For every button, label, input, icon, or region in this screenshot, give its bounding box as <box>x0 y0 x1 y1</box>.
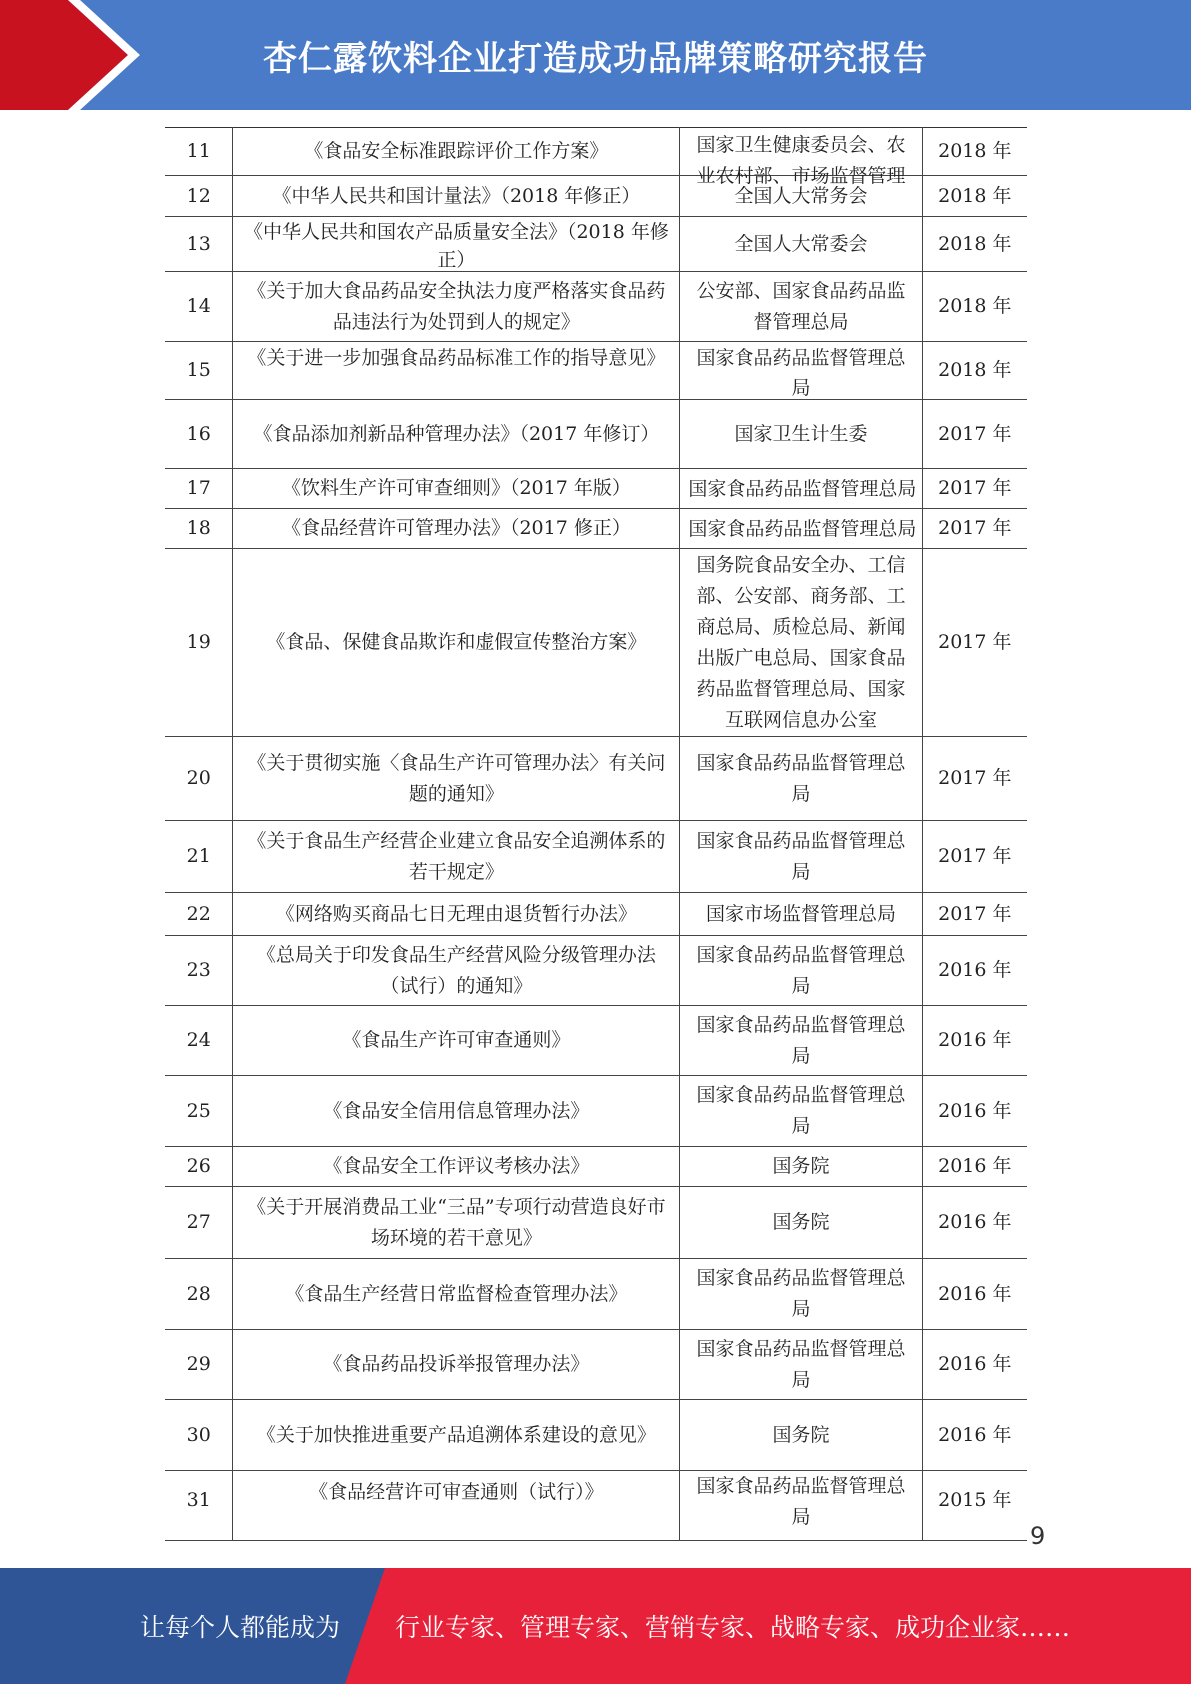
table-row <box>165 217 1027 272</box>
regulation-name: 《关于贯彻实施〈食品生产许可管理办法〉有关问题的通知》 <box>233 737 680 821</box>
regulation-name-text: 《中华人民共和国农产品质量安全法》（2018 年修正） <box>243 221 669 271</box>
table-row <box>165 1006 1027 1076</box>
table-row <box>165 272 1027 342</box>
regulation-name: 《食品安全信用信息管理办法》 <box>233 1076 680 1147</box>
issuing-authority <box>680 469 922 509</box>
table-row <box>165 1330 1027 1400</box>
issuing-authority: 国家食品药品监督管理总局 <box>680 737 922 821</box>
table-row <box>165 1187 1027 1259</box>
year: 2018 年 <box>922 128 1027 176</box>
issuing-authority: 国家卫生计生委 <box>680 400 922 469</box>
table-row <box>165 1400 1027 1471</box>
issuing-authority: 国务院 <box>680 1187 922 1259</box>
regulation-name: 《关于开展消费品工业“三品”专项行动营造良好市场环境的若干意见》 <box>233 1187 680 1259</box>
table-row <box>165 821 1027 893</box>
row-number: 11 <box>165 128 233 176</box>
year: 2016 年 <box>922 936 1027 1006</box>
regulation-name: 《总局关于印发食品生产经营风险分级管理办法（试行）的通知》 <box>233 936 680 1006</box>
issuing-authority <box>680 128 922 187</box>
regulation-name: 《关于加快推进重要产品追溯体系建设的意见》 <box>233 1400 680 1471</box>
regulation-name: 《食品经营许可管理办法》（2017 修正） <box>233 509 680 549</box>
year: 2018 年 <box>922 176 1027 217</box>
row-number: 27 <box>165 1187 233 1259</box>
regulation-name: 《关于食品生产经营企业建立食品安全追溯体系的若干规定》 <box>233 821 680 893</box>
regulation-name <box>233 342 680 400</box>
table-row <box>165 128 1027 176</box>
year: 2016 年 <box>922 1147 1027 1187</box>
year: 2017 年 <box>922 509 1027 549</box>
issuer-text: 国家卫生健康委员会、农业农村部、市场监督管理 <box>696 133 906 187</box>
issuing-authority: 国家食品药品监督管理总局 <box>680 1330 922 1400</box>
year: 2015 年 <box>922 1471 1027 1541</box>
row-number: 20 <box>165 737 233 821</box>
row-number: 13 <box>165 217 233 272</box>
issuing-authority: 国家食品药品监督管理总局 <box>680 936 922 1006</box>
row-number: 24 <box>165 1006 233 1076</box>
table-row <box>165 400 1027 469</box>
row-number: 17 <box>165 469 233 509</box>
regulation-name <box>233 217 680 272</box>
regulations-table-wrapper <box>165 127 1027 1528</box>
year: 2016 年 <box>922 1330 1027 1400</box>
regulation-name: 《食品生产经营日常监督检查管理办法》 <box>233 1259 680 1330</box>
table-row <box>165 936 1027 1006</box>
footer-slogan-roles: 行业专家、管理专家、营销专家、战略专家、成功企业家…… <box>395 1613 1071 1642</box>
regulation-name: 《饮料生产许可审查细则》（2017 年版） <box>233 469 680 509</box>
table-row <box>165 1471 1027 1541</box>
year: 2017 年 <box>922 737 1027 821</box>
regulation-name: 《食品安全工作评议考核办法》 <box>233 1147 680 1187</box>
issuing-authority: 国务院 <box>680 1147 922 1187</box>
header-arrow-decoration <box>0 0 150 110</box>
issuer-text: 国家食品药品监督管理总局 <box>696 346 906 399</box>
issuer-text: 国家食品药品监督管理总局 <box>688 517 917 540</box>
row-number: 25 <box>165 1076 233 1147</box>
issuing-authority: 全国人大常务会 <box>680 176 922 217</box>
row-number: 29 <box>165 1330 233 1400</box>
row-number: 18 <box>165 509 233 549</box>
regulation-name: 《食品、保健食品欺诈和虚假宣传整治方案》 <box>233 549 680 737</box>
table-row <box>165 1259 1027 1330</box>
year: 2017 年 <box>922 821 1027 893</box>
regulation-name: 《食品经营许可审查通则（试行）》 <box>233 1471 680 1541</box>
issuing-authority: 国家市场监督管理总局 <box>680 893 922 936</box>
row-number: 30 <box>165 1400 233 1471</box>
row-number: 16 <box>165 400 233 469</box>
regulation-name: 《中华人民共和国计量法》（2018 年修正） <box>233 176 680 217</box>
year: 2016 年 <box>922 1006 1027 1076</box>
issuing-authority: 全国人大常委会 <box>680 217 922 272</box>
table-row <box>165 1147 1027 1187</box>
page-footer <box>0 1568 1191 1684</box>
issuing-authority: 国家食品药品监督管理总局 <box>680 821 922 893</box>
year: 2017 年 <box>922 400 1027 469</box>
year: 2017 年 <box>922 469 1027 509</box>
footer-slogan-lead: 让每个人都能成为 <box>140 1613 341 1642</box>
row-number: 21 <box>165 821 233 893</box>
regulation-name: 《网络购买商品七日无理由退货暂行办法》 <box>233 893 680 936</box>
year: 2017 年 <box>922 893 1027 936</box>
issuing-authority: 国家食品药品监督管理总局 <box>680 1006 922 1076</box>
regulation-name: 《关于加大食品药品安全执法力度严格落实食品药品违法行为处罚到人的规定》 <box>233 272 680 342</box>
year: 2018 年 <box>922 342 1027 400</box>
issuing-authority: 国务院食品安全办、工信部、公安部、商务部、工商总局、质检总局、新闻出版广电总局、国家食品药品监督管理总局、国家互联网信息办公室 <box>680 549 922 737</box>
row-number: 23 <box>165 936 233 1006</box>
year: 2016 年 <box>922 1259 1027 1330</box>
year: 2016 年 <box>922 1076 1027 1147</box>
issuing-authority <box>680 509 922 549</box>
year: 2017 年 <box>922 549 1027 737</box>
table-row <box>165 549 1027 737</box>
row-number: 12 <box>165 176 233 217</box>
issuing-authority: 国务院 <box>680 1400 922 1471</box>
row-number: 15 <box>165 342 233 400</box>
page-number: 9 <box>1030 1522 1046 1550</box>
row-number: 31 <box>165 1471 233 1541</box>
row-number: 22 <box>165 893 233 936</box>
regulation-name: 《食品药品投诉举报管理办法》 <box>233 1330 680 1400</box>
regulation-name-text: 《关于进一步加强食品药品标准工作的指导意见》 <box>247 346 666 369</box>
row-number: 26 <box>165 1147 233 1187</box>
table-row <box>165 1076 1027 1147</box>
year: 2018 年 <box>922 272 1027 342</box>
issuing-authority: 国家食品药品监督管理总局 <box>680 1076 922 1147</box>
year: 2018 年 <box>922 217 1027 272</box>
row-number: 14 <box>165 272 233 342</box>
regulation-name: 《食品添加剂新品种管理办法》（2017 年修订） <box>233 400 680 469</box>
row-number: 28 <box>165 1259 233 1330</box>
table-row <box>165 509 1027 549</box>
regulations-table <box>165 127 1027 1541</box>
year: 2016 年 <box>922 1187 1027 1259</box>
issuing-authority: 国家食品药品监督管理总局 <box>680 1471 922 1541</box>
table-row <box>165 342 1027 400</box>
issuing-authority <box>680 342 922 400</box>
table-row <box>165 737 1027 821</box>
row-number: 19 <box>165 549 233 737</box>
regulation-name: 《食品安全标准跟踪评价工作方案》 <box>233 128 680 176</box>
table-row <box>165 469 1027 509</box>
issuing-authority: 国家食品药品监督管理总局 <box>680 1259 922 1330</box>
page-header <box>0 0 1191 110</box>
regulation-name: 《食品生产许可审查通则》 <box>233 1006 680 1076</box>
issuing-authority: 公安部、国家食品药品监督管理总局 <box>680 272 922 342</box>
issuer-text: 国家食品药品监督管理总局 <box>688 477 917 500</box>
report-title: 杏仁露饮料企业打造成功品牌策略研究报告 <box>263 38 928 79</box>
table-row <box>165 893 1027 936</box>
year: 2016 年 <box>922 1400 1027 1471</box>
